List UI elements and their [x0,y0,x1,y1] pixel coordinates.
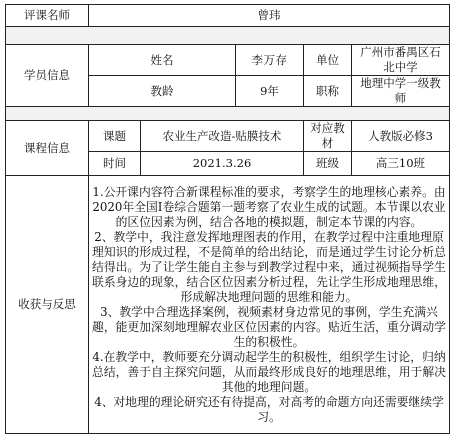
reflection-paragraph: 4.在教学中，教师要充分调动起学生的积极性，组织学生讨论，归纳总结，善于自主探究问题，从而最终形成良好的地理思维，用于解决其他的地理问题。 [92,349,446,394]
spacer-row [6,107,450,121]
class-value: 高三10班 [352,152,450,176]
evaluator-row [6,5,450,27]
textbook-label: 对应教材 [304,121,352,152]
years-value: 9年 [236,76,304,107]
class-label: 班级 [304,152,352,176]
unit-value: 广州市番禺区石北中学 [352,45,450,76]
years-label: 教龄 [89,76,236,107]
course-row-1 [6,121,450,152]
evaluation-table [5,4,450,434]
course-section-label: 课程信息 [6,121,89,176]
reflection-content [89,176,450,434]
topic-value: 农业生产改造-贴膜技术 [141,121,304,152]
evaluator-value: 曾玮 [89,5,450,27]
reflection-paragraph: 3、教学中合理选择案例，视频素材身边常见的事例，学生充满兴趣，能更加深刻地理解农业区位因素的内容。贴近生活，重分调动学生的积极性。 [92,304,446,349]
reflection-row [6,176,450,434]
topic-label: 课题 [89,121,141,152]
lesson-evaluation-form [5,4,449,434]
evaluator-label: 评课名师 [6,5,89,27]
title-label: 职称 [304,76,352,107]
name-value: 李万存 [236,45,304,76]
spacer-row [6,27,450,45]
reflection-paragraph: 1.公开课内容符合新课程标准的要求，考察学生的地理核心素养。由2020年全国Ⅰ卷综合题第一题考察了农业生成的试题。本节课以农业的区位因素为例，结合各地的模拟题，制定本节课的内容。 [92,184,446,229]
reflection-section-label: 收获与反思 [6,176,89,434]
reflection-paragraph: 2、教学中，我注意发挥地理图表的作用，在教学过程中注重地理原理知识的形成过程，不是简单的给出结论，而是通过学生讨论分析总结得出。为了让学生能自主参与到教学过程中来，通过视频指导学生联系身边的现象，结合区位因素分析过程，先让学生形成地理思维，形成解决地理问题的思维和能力。 [92,229,446,304]
time-value: 2021.3.26 [141,152,304,176]
title-value: 地理中学一级教师 [352,76,450,107]
spacer-cell [6,107,450,121]
time-label: 时间 [89,152,141,176]
spacer-cell [6,27,450,45]
student-section-label: 学员信息 [6,45,89,107]
reflection-paragraph: 4、对地理的理论研究还有待提高，对高考的命题方向还需要继续学习。 [94,394,444,424]
textbook-value: 人教版必修3 [352,121,450,152]
student-row-1 [6,45,450,76]
name-label: 姓名 [89,45,236,76]
unit-label: 单位 [304,45,352,76]
